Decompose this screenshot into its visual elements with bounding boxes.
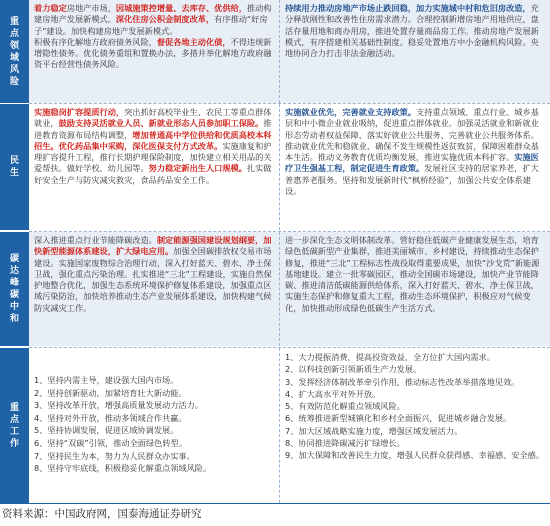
list-item: 6、统筹推进新型城镇化和乡村全面振兴，促进城乡融合发展。 (285, 413, 512, 424)
list-item: 2、坚持创新驱动，加紧培育壮大新动能。 (34, 387, 187, 398)
list-item: 6、坚持“双碳”引领，推动全面绿色转型。 (34, 437, 187, 448)
left-cell (29, 232, 279, 346)
body-text: 加强全国碳排放权交易市场建设。实施国家废物综合治理行动，深入打好蓝天、碧水、净土保卫战，强化重点污染治理。扎实推进“三北”工程建设，实施自然保护地整合优化，加强生态系统环境保护修复体系建设，加强重点区域污染防治，加快培养推动生态产业发展体系建设，加快构建气候防灾减灾工作。 (34, 246, 272, 313)
body-text: 房地产市场， (66, 3, 116, 13)
list-item: 5、坚持协调发展，促进区域协调发展。 (34, 425, 179, 436)
row-livelihood (0, 104, 550, 230)
body-text: 充分释放刚性和改善性住房需求潜力。合理控制新增房地产用地供应，盘活存量用地和商办用房，推进处置存量商品房工作。推动房地产发展新模式，有序搭建相关基础性制度。稳妥处置地方中小金融机构风险。央地协同合力打击非法金融活动。 (285, 3, 539, 59)
row-label: 民生 (0, 104, 29, 230)
row-label: 碳达峰碳中和 (0, 232, 29, 346)
right-cell (279, 348, 550, 503)
body-text: 深入推进重点行业节能降碳改造。 (34, 235, 157, 245)
body-text: 推进教育资源布局结构调整， (34, 118, 272, 140)
list-item: 7、坚持民生为本，努力为人民群众办实事。 (34, 450, 195, 461)
list-item: 8、坚持守牢底线，积极稳妥化解重点领域风险。 (34, 463, 212, 474)
body-text: 积极有序化解地方政府债务风险， (34, 36, 157, 47)
row-label: 重点领域风险 (0, 0, 29, 103)
right-cell (279, 104, 550, 230)
list-item: 2、以科技创新引领新质生产力发展。 (285, 364, 422, 375)
list-item: 9、加大保障和改善民生力度，增强人民群众获得感、幸福感、安全感。 (285, 450, 545, 461)
row-key-risks (0, 0, 550, 103)
list-item: 5、有效防范化解重点领域风险。 (285, 401, 405, 412)
list-item: 3、坚持改革开放，增强高质量发展动力活力。 (34, 400, 203, 411)
body-text: 支持重点领域、重点行业、城乡基层和中小微企业就业吸纳，促进重点群体就业。加强灵活就业和新就业形态劳动者权益保障，落实好就业公共服务、完善就业公共服务体系。推动就业优先和稳就业，确保不发生规模性返贫致贫，保障困难群众基本生活。推动义务教育优质均衡发展，推进实施优质本科扩容。 (285, 107, 539, 163)
body-text: 不得违规新增隐性债务。优化债务重组和置换办法，多措并举化解地方政府融资平台经营性债务风险。 (34, 36, 272, 70)
highlight-text: 实施医疗卫生强基工程，制定促进生育政策。 (285, 152, 539, 174)
highlight-text: 因城施策控增量、去库存、优供给， (115, 3, 247, 13)
list-item: 1、坚持内需主导，建设强大国内市场。 (34, 375, 179, 385)
row-key-work (0, 348, 550, 503)
body-text: 推动构建房地产发展新模式。 (34, 3, 272, 25)
row-label: 重点工作 (0, 348, 29, 503)
table-bottom-rule (0, 503, 550, 504)
body-text: 进一步深化生态文明体制改革。管好稳住低碳产业健康发展生态，培育绿色低碳新型产业集群，推进美丽城市、乡村建设，持续推动生态保护修复，推进“三北”工程标志性战役取得重要成果，加快“沙戈荒”新能源基地建设。建立一批零碳园区，推动全国碳市场建设，加快产业节能降碳、推进清洁低碳能源供给体系，深入打好蓝天、碧水、净土保卫战，实施生态保护和修复重大工程，推动生态环境保护，积极应对气候变化，加快推动形成绿色低碳生产生活方式。 (285, 235, 540, 313)
row-carbon (0, 232, 550, 346)
highlight-text: 鼓励支持灵活就业人员、新就业形态人员参加职工保险。 (58, 118, 264, 129)
highlight-text: 深化住房公积金制度改革， (115, 14, 215, 25)
list-item: 7、加大区域战略实施力度，增强区域发展活力。 (285, 425, 463, 436)
highlight-text: 增加普通高中学位供给和优质高校本科招生。优化药品集中采购，深化医保支付方式改革。 (34, 129, 272, 151)
body-text: 扎实做好安全生产与防灾减灾救灾，食品药品安全工作。 (34, 163, 272, 185)
body-text: 实施康复和护理扩容提升工程，推行长期护理保险制度，加快建立相关用品的关爱帮扶。做好学校、幼儿园等。 (34, 140, 272, 174)
highlight-text: 努力稳定新出生人口规模。 (148, 163, 247, 174)
right-cell (279, 232, 550, 346)
list-item: 3、发挥经济体制改革牵引作用，推动标志性改革举措落地见效。 (285, 376, 520, 387)
source-note: 资料来源：中国政府网，国泰海通证券研究 (2, 508, 202, 520)
left-cell (29, 0, 279, 103)
highlight-text: 着力稳定 (34, 3, 67, 13)
list-item: 1、大力提振消费，提高投资效益，全方位扩大国内需求。 (285, 352, 495, 362)
body-text: 突出抓好高校毕业生、农民工等重点群体就业， (34, 107, 272, 129)
highlight-text: 督促各地主动化债， (156, 36, 231, 47)
highlight-text: 制定能源强国建设规划纲要，加快新型能源体系建设，扩大绿电应用。 (34, 235, 272, 257)
body-text: 有序推动“好房子”建设。加快构建房地产发展新模式。 (34, 14, 268, 36)
left-cell (29, 348, 279, 503)
list-item: 8、协同推进降碳减污扩绿增长。 (285, 438, 405, 449)
left-cell (29, 104, 279, 230)
list-item: 4、坚持对外开放，推动多领域合作共赢。 (34, 412, 187, 423)
highlight-text: 实施稳岗扩容提质行动， (34, 107, 125, 117)
body-text: 发展社区支持的居家养老，扩大普惠养老服务。坚持和发展新时代“枫桥经验”，加强公共安全体系建设。 (285, 163, 539, 197)
highlight-text: 持续用力推动房地产市场止跌回稳，加力实施城中村和危旧房改造， (285, 3, 531, 13)
highlight-text: 实施就业优先，完善就业支持政策。 (285, 107, 417, 117)
right-cell (279, 0, 550, 103)
list-item: 4、扩大高水平对外开放。 (285, 388, 381, 399)
